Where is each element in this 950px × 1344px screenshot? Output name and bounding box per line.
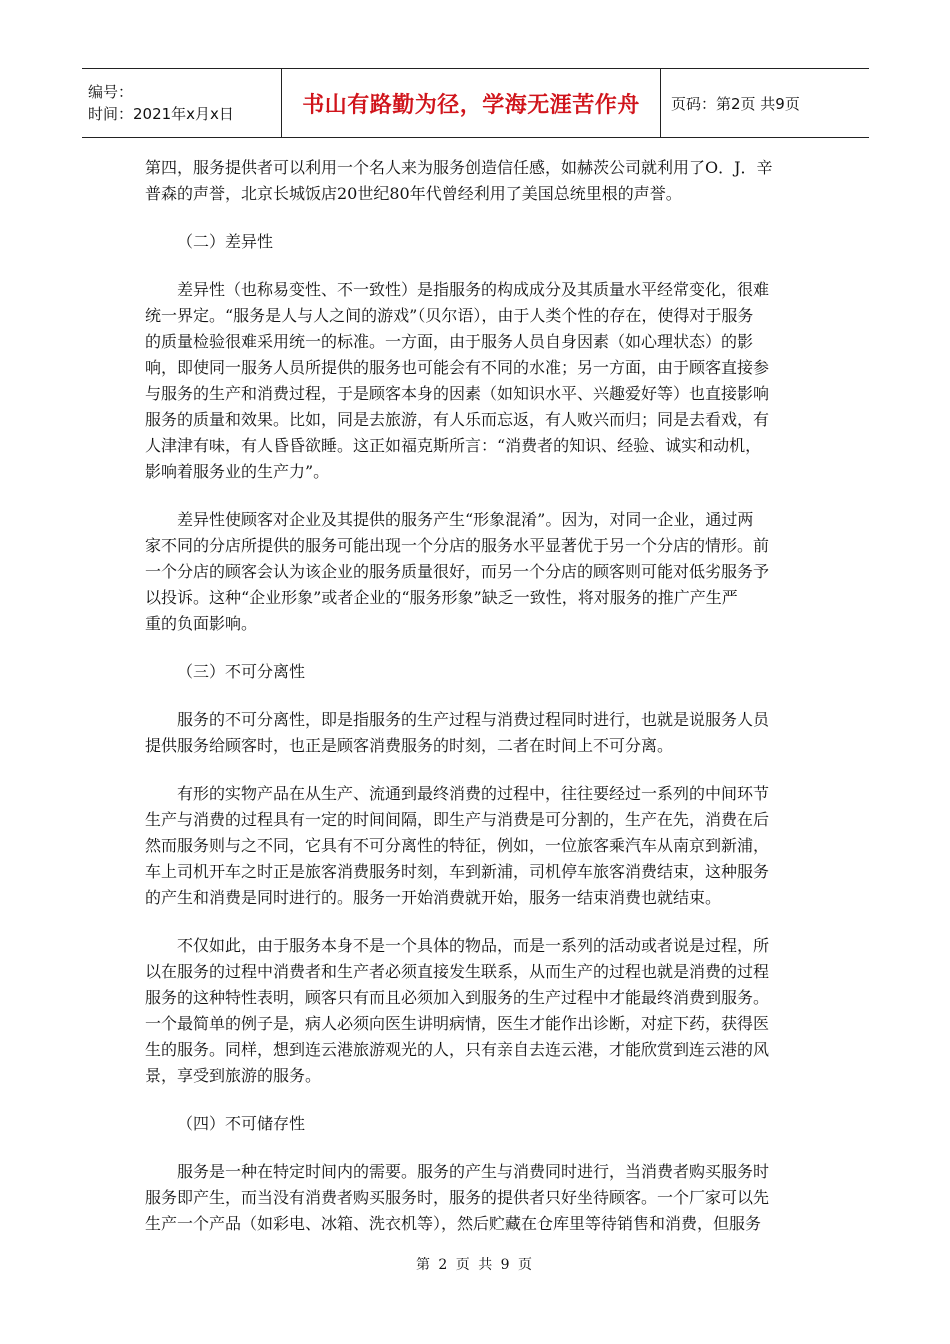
text-line: 车上司机开车之时正是旅客消费服务时刻，车到新浦，司机停车旅客消费结束，这种服务 (145, 862, 770, 881)
text-line: 的质量检验很难采用统一的标准。一方面，由于服务人员自身因素（如心理状态）的影 (145, 332, 754, 351)
text-line: 以投诉。这种“企业形象”或者企业的“服务形象”缺乏一致性，将对服务的推广产生严 (145, 588, 738, 607)
paragraph-tangible-products (145, 781, 810, 911)
document-date: 时间：2021年x月x日 (88, 105, 234, 123)
text-line: 服务的质量和效果。比如，同是去旅游，有人乐而忘返，有人败兴而归；同是去看戏，有 (145, 410, 770, 429)
text-line: 生产与消费的过程具有一定的时间间隔，即生产与消费是可分割的，生产在先，消费在后 (145, 810, 770, 829)
text-line: 与服务的生产和消费过程，于是顾客本身的因素（如知识水平、兴趣爱好等）也直接影响 (145, 384, 770, 403)
text-line: 影响着服务业的生产力”。 (145, 462, 330, 481)
section-heading-variability: （二）差异性 (177, 232, 274, 251)
text-line: 第四，服务提供者可以利用一个名人来为服务创造信任感，如赫茨公司就利用了O．J．辛 (145, 158, 773, 177)
text-line: 生产一个产品（如彩电、冰箱、洗衣机等），然后贮藏在仓库里等待销售和消费，但服务 (145, 1214, 762, 1233)
text-line: 差异性使顾客对企业及其提供的服务产生“形象混淆”。因为，对同一企业，通过两 (177, 510, 754, 529)
header-page-info: 页码：第2页 共9页 (671, 94, 800, 113)
text-line: 一个最简单的例子是，病人必须向医生讲明病情，医生才能作出诊断，对症下药，获得医 (145, 1014, 770, 1033)
text-line: 生的服务。同样，想到连云港旅游观光的人，只有亲自去连云港，才能欣赏到连云港的风 (145, 1040, 770, 1059)
section-heading-perishability: （四）不可储存性 (177, 1114, 306, 1133)
section-heading-inseparability: （三）不可分离性 (177, 662, 306, 681)
paragraph-image-confusion (145, 507, 810, 637)
paragraph-direct-contact (145, 933, 810, 1089)
text-line: 普森的声誉，北京长城饭店20世纪80年代曾经利用了美国总统里根的声誉。 (145, 184, 682, 203)
text-line: 不仅如此，由于服务本身不是一个具体的物品，而是一系列的活动或者说是过程，所 (177, 936, 770, 955)
text-line: 服务是一种在特定时间内的需要。服务的产生与消费同时进行，当消费者购买服务时 (177, 1162, 770, 1181)
text-line: 提供服务给顾客时，也正是顾客消费服务的时刻，二者在时间上不可分离。 (145, 736, 674, 755)
document-number-label: 编号： (88, 83, 134, 101)
paragraph-fourth-point (145, 155, 810, 207)
header-meta (82, 69, 282, 137)
paragraph-inseparability-definition (145, 707, 810, 759)
header-motto-cell (282, 69, 661, 137)
paragraph-variability-definition (145, 277, 810, 485)
footer-page-number: 第 2 页 共 9 页 (415, 1257, 535, 1273)
document-header (82, 68, 869, 138)
text-line: 景，享受到旅游的服务。 (145, 1066, 322, 1085)
text-line: 服务的这种特性表明，顾客只有而且必须加入到服务的生产过程中才能最终消费到服务。 (145, 988, 770, 1007)
text-line: 以在服务的过程中消费者和生产者必须直接发生联系，从而生产的过程也就是消费的过程 (145, 962, 770, 981)
header-motto: 书山有路勤为径，学海无涯苦作舟 (302, 92, 640, 118)
page-footer (0, 1254, 950, 1274)
text-line: 差异性（也称易变性、不一致性）是指服务的构成成分及其质量水平经常变化，很难 (177, 280, 770, 299)
text-line: 服务即产生，而当没有消费者购买服务时，服务的提供者只好坐待顾客。一个厂家可以先 (145, 1188, 770, 1207)
text-line: 家不同的分店所提供的服务可能出现一个分店的服务水平显著优于另一个分店的情形。前 (145, 536, 770, 555)
text-line: 统一界定。“服务是人与人之间的游戏”（贝尔语），由于人类个性的存在，使得对于服务 (145, 306, 754, 325)
text-line: 一个分店的顾客会认为该企业的服务质量很好，而另一个分店的顾客则可能对低劣服务予 (145, 562, 770, 581)
header-page-cell (661, 69, 869, 137)
text-line: 服务的不可分离性，即是指服务的生产过程与消费过程同时进行，也就是说服务人员 (177, 710, 770, 729)
document-body (145, 155, 810, 1259)
text-line: 的产生和消费是同时进行的。服务一开始消费就开始，服务一结束消费也就结束。 (145, 888, 722, 907)
paragraph-perishability (145, 1159, 810, 1237)
text-line: 人津津有味，有人昏昏欲睡。这正如福克斯所言：“消费者的知识、经验、诚实和动机， (145, 436, 762, 455)
text-line: 重的负面影响。 (145, 614, 258, 633)
text-line: 然而服务则与之不同，它具有不可分离性的特征，例如，一位旅客乘汽车从南京到新浦， (145, 836, 770, 855)
text-line: 响，即使同一服务人员所提供的服务也可能会有不同的水准；另一方面，由于顾客直接参 (145, 358, 770, 377)
text-line: 有形的实物产品在从生产、流通到最终消费的过程中，往往要经过一系列的中间环节 (177, 784, 770, 803)
